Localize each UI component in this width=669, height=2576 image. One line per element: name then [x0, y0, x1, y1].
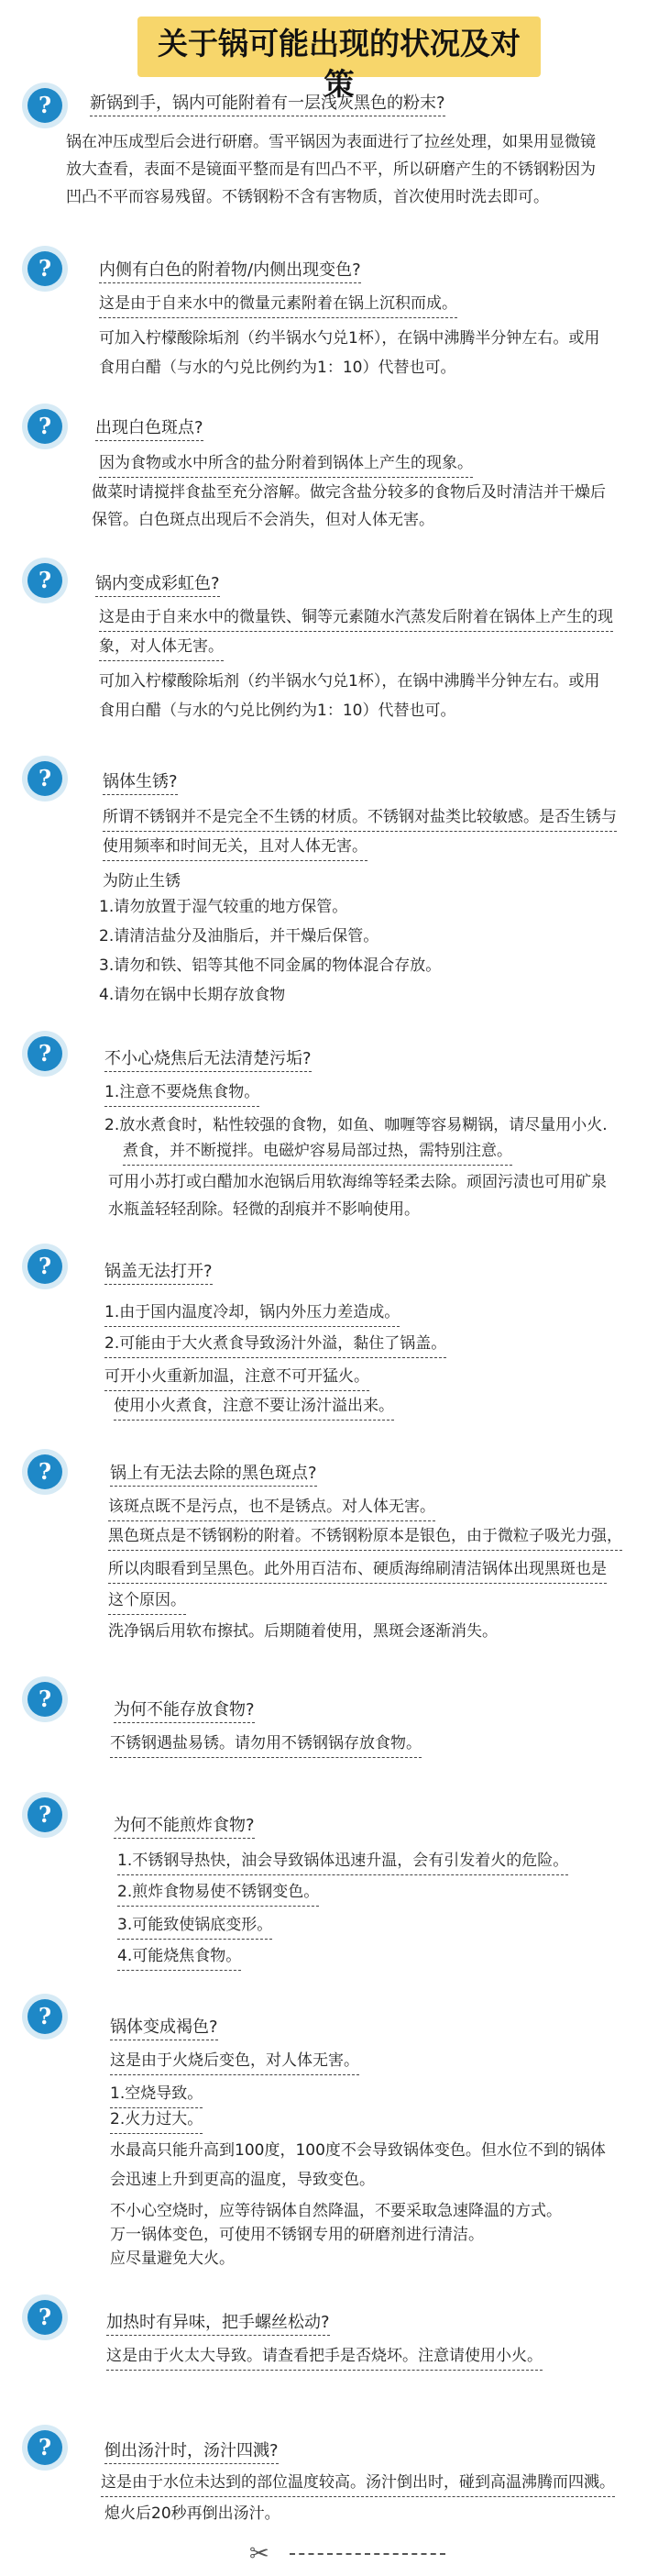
faq-question: 锅体变成褐色?	[110, 2016, 218, 2040]
question-icon: ?	[27, 761, 62, 796]
question-icon: ?	[27, 1682, 62, 1717]
faq-answer-line: 这个原因。	[108, 1588, 186, 1612]
faq-answer-line: 这是由于火烧后变色，对人体无害。	[110, 2049, 359, 2073]
faq-answer-line: 水瓶盖轻轻刮除。轻微的刮痕并不影响使用。	[108, 1200, 420, 1219]
scissors-icon: ✂	[249, 2540, 269, 2568]
question-icon: ?	[27, 88, 62, 123]
faq-answer-line: 煮食，并不断搅拌。电磁炉容易局部过热，需特别注意。	[123, 1139, 512, 1163]
question-icon: ?	[27, 2430, 62, 2465]
faq-answer-line: 保管。白色斑点出现后不会消失，但对人体无害。	[92, 511, 434, 529]
faq-answer-line: 黑色斑点是不锈钢粉的附着。不锈钢粉原本是银色，由于微粒子吸光力强，	[108, 1524, 622, 1548]
faq-question: 出现白色斑点?	[95, 416, 203, 440]
faq-answer-line: 应尽量避免大火。	[110, 2250, 235, 2268]
faq-answer-line: 2.请清洁盐分及油脂后，并干燥后保管。	[99, 927, 379, 945]
faq-question: 锅上有无法去除的黑色斑点?	[110, 1462, 317, 1486]
question-icon: ?	[27, 251, 62, 286]
page-header	[0, 0, 669, 101]
faq-answer-line: 4.请勿在锅中长期存放食物	[99, 986, 286, 1004]
question-icon: ?	[27, 1999, 62, 2034]
faq-answer-line: 2.放水煮食时，粘性较强的食物，如鱼、咖喱等容易糊锅，请尽量用小火.	[104, 1116, 608, 1134]
faq-answer-line: 使用频率和时间无关，且对人体无害。	[103, 835, 367, 858]
faq-answer-line: 2.可能由于大火煮食导致汤汁外溢，黏住了锅盖。	[104, 1332, 446, 1355]
page-title: 关于锅可能出现的状况及对策	[158, 26, 521, 102]
faq-question: 锅体生锈?	[103, 770, 178, 794]
faq-answer-line: 放大查看，表面不是镜面平整而是有凹凸不平，所以研磨产生的不锈钢粉因为	[66, 160, 596, 179]
faq-answer-line: 1.空烧导致。	[110, 2082, 203, 2106]
faq-answer-line: 不小心空烧时，应等待锅体自然降温，不要采取急速降温的方式。	[110, 2202, 562, 2220]
cut-line	[290, 2553, 445, 2555]
question-icon: ?	[27, 1454, 62, 1489]
question-icon: ?	[27, 409, 62, 444]
faq-answer-line: 4.可能烧焦食物。	[117, 1944, 241, 1968]
faq-answer-line: 熄火后20秒再倒出汤汁。	[104, 2504, 280, 2523]
faq-answer-line: 洗净锅后用软布擦拭。后期随着使用，黑斑会逐渐消失。	[108, 1622, 498, 1641]
faq-answer-line: 3.请勿和铁、铝等其他不同金属的物体混合存放。	[99, 956, 442, 975]
faq-answer-line: 1.注意不要烧焦食物。	[104, 1080, 259, 1104]
faq-question: 不小心烧焦后无法清楚污垢?	[104, 1047, 312, 1071]
faq-question: 新锅到手，锅内可能附着有一层浅灰黑色的粉末?	[90, 92, 445, 116]
faq-answer-line: 水最高只能升高到100度，100度不会导致锅体变色。但水位不到的锅体	[110, 2141, 606, 2160]
faq-answer-line: 凹凸不平而容易残留。不锈钢粉不含有害物质，首次使用时洗去即可。	[66, 188, 549, 206]
faq-answer-line: 不锈钢遇盐易锈。请勿用不锈钢锅存放食物。	[110, 1731, 422, 1755]
faq-answer-line: 1.由于国内温度冷却，锅内外压力差造成。	[104, 1300, 400, 1324]
faq-answer-line: 所以肉眼看到呈黑色。此外用百洁布、硬质海绵刷清洁锅体出现黑斑也是	[108, 1557, 607, 1581]
faq-answer-line: 食用白醋（与水的勺兑比例约为1：10）代替也可。	[99, 702, 456, 720]
question-icon: ?	[27, 2300, 62, 2335]
faq-answer-line: 因为食物或水中所含的盐分附着到锅体上产生的现象。	[99, 451, 473, 475]
faq-answer-line: 这是由于火太大导致。请查看把手是否烧坏。注意请使用小火。	[106, 2344, 543, 2368]
faq-question: 倒出汤汁时，汤汁四溅?	[104, 2439, 279, 2463]
faq-question: 内侧有白色的附着物/内侧出现变色?	[99, 259, 361, 282]
faq-answer-line: 锅在冲压成型后会进行研磨。雪平锅因为表面进行了拉丝处理，如果用显微镜	[66, 133, 596, 151]
faq-question: 加热时有异味，把手螺丝松动?	[106, 2311, 330, 2335]
faq-answer-line: 所谓不锈钢并不是完全不生锈的材质。不锈钢对盐类比较敏感。是否生锈与	[103, 805, 617, 829]
faq-answer-line: 使用小火煮食，注意不要让汤汁溢出来。	[114, 1394, 394, 1418]
faq-answer-line: 2.煎炸食物易使不锈钢变色。	[117, 1880, 319, 1904]
faq-question: 锅内变成彩虹色?	[95, 572, 220, 596]
faq-answer-line: 3.可能致使锅底变形。	[117, 1913, 272, 1937]
faq-answer-line: 这是由于自来水中的微量元素附着在锅上沉积而成。	[99, 292, 457, 315]
question-icon: ?	[27, 1036, 62, 1071]
faq-answer-line: 可用小苏打或白醋加水泡锅后用软海绵等轻柔去除。顽固污渍也可用矿泉	[108, 1173, 607, 1191]
question-icon: ?	[27, 1249, 62, 1284]
faq-question: 为何不能存放食物?	[114, 1698, 255, 1722]
faq-answer-line: 可开小火重新加温，注意不可开猛火。	[104, 1365, 369, 1388]
faq-answer-line: 这是由于自来水中的微量铁、铜等元素随水汽蒸发后附着在锅体上产生的现	[99, 605, 613, 629]
faq-answer-line: 象，对人体无害。	[99, 635, 224, 658]
faq-answer-line: 会迅速上升到更高的温度，导致变色。	[110, 2171, 375, 2189]
faq-answer-line: 做菜时请搅拌食盐至充分溶解。做完含盐分较多的食物后及时清洁并干燥后	[92, 483, 606, 502]
faq-answer-line: 可加入柠檬酸除垢剂（约半锅水勺兑1杯），在锅中沸腾半分钟左右。或用	[99, 329, 600, 348]
faq-answer-line: 1.不锈钢导热快，油会导致锅体迅速升温，会有引发着火的危险。	[117, 1849, 568, 1873]
faq-answer-line: 为防止生锈	[103, 872, 181, 890]
faq-answer-line: 万一锅体变色，可使用不锈钢专用的研磨剂进行清洁。	[110, 2226, 484, 2244]
faq-question: 锅盖无法打开?	[104, 1260, 213, 1284]
faq-answer-line: 1.请勿放置于湿气较重的地方保管。	[99, 898, 348, 916]
question-icon: ?	[27, 1797, 62, 1832]
question-icon: ?	[27, 563, 62, 598]
faq-answer-line: 这是由于水位未达到的部位温度较高。汤汁倒出时，碰到高温沸腾而四溅。	[101, 2471, 615, 2494]
faq-question: 为何不能煎炸食物?	[114, 1814, 255, 1838]
faq-answer-line: 该斑点既不是污点，也不是锈点。对人体无害。	[108, 1495, 435, 1519]
faq-answer-line: 可加入柠檬酸除垢剂（约半锅水勺兑1杯），在锅中沸腾半分钟左右。或用	[99, 672, 600, 691]
faq-answer-line: 食用白醋（与水的勺兑比例约为1：10）代替也可。	[99, 359, 456, 377]
faq-answer-line: 2.火力过大。	[110, 2107, 203, 2131]
